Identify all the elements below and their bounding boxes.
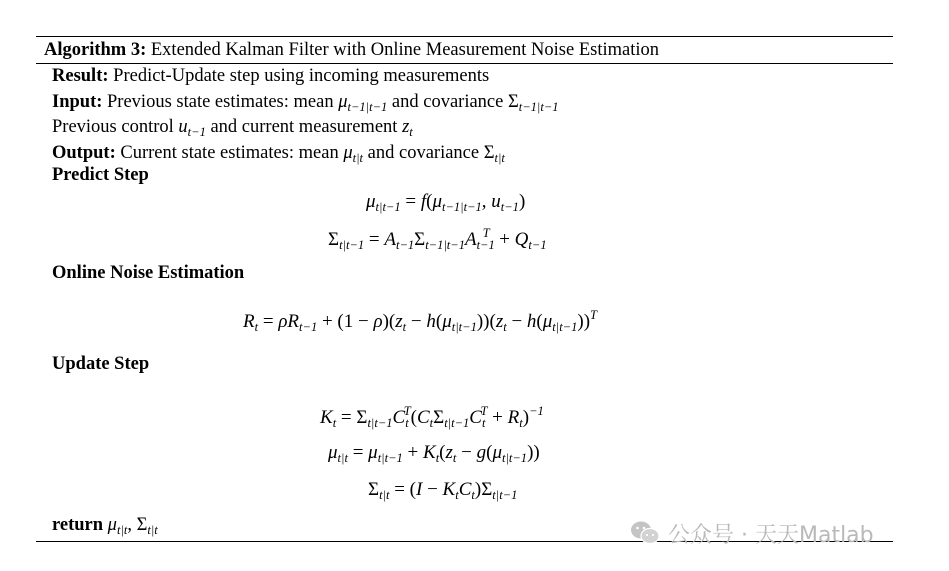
math-sigma-prev: $\Sigma_{t-1|t-1}$ xyxy=(507,91,559,114)
wechat-icon xyxy=(630,520,660,546)
algorithm-label: Algorithm 3: xyxy=(44,40,147,60)
math-u-prev: $u_{t-1}$ xyxy=(178,117,206,139)
input-line-2 xyxy=(52,115,893,141)
equation-kalman-gain: $K_t = \Sigma_{t|t-1}C_t^T(C_t\Sigma_{t|t-1}C_t^T + R_t)^{-1}$ xyxy=(320,404,544,430)
predict-step-heading: Predict Step xyxy=(52,165,149,185)
algorithm-header-lines xyxy=(36,64,893,166)
input-text-4: and current measurement xyxy=(205,117,403,137)
algorithm-title xyxy=(36,37,893,63)
equation-update-covariance: $\Sigma_{t|t} = (I - K_tC_t)\Sigma_{t|t-1}$ xyxy=(368,479,518,502)
watermark-text: 公众号 · 天天Matlab xyxy=(668,522,874,548)
update-step-heading: Update Step xyxy=(52,354,150,374)
input-line xyxy=(52,90,893,116)
input-text-3: Previous control xyxy=(52,117,179,137)
math-mu-prev: $\mu_{t-1|t-1}$ xyxy=(338,91,388,114)
output-label: Output: xyxy=(52,142,116,163)
math-z-t: $z_t$ xyxy=(402,117,413,139)
algorithm-title-text: Extended Kalman Filter with Online Measurement Noise Estimation xyxy=(150,40,660,60)
output-line xyxy=(52,141,893,167)
result-line xyxy=(52,64,893,90)
input-text-2: and covariance xyxy=(387,91,508,112)
equation-noise-estimate: $R_t = \rho R_{t-1} + (1 - \rho)(z_t - h(\mu_{t|t-1}))(z_t - h(\mu_{t|t-1}))^T$ xyxy=(243,308,597,334)
return-line: return $\mu_{t|t}$, $\Sigma_{t|t}$ xyxy=(52,515,158,537)
equation-predict-mean: $\mu_{t|t-1} = f(\mu_{t-1|t-1}$, $u_{t-1}$) xyxy=(366,191,526,214)
equation-update-mean: $\mu_{t|t} = \mu_{t|t-1} + K_t(z_t - g(\mu_{t|t-1}))$ xyxy=(328,442,540,465)
input-label: Input: xyxy=(52,91,103,112)
watermark xyxy=(630,518,874,548)
result-text: Predict-Update step using incoming measurements xyxy=(113,66,490,86)
result-label: Result: xyxy=(52,66,109,86)
math-sigma-tt: $\Sigma_{t|t}$ xyxy=(483,142,505,165)
input-text-1: Previous state estimates: mean xyxy=(107,91,339,112)
algorithm-box xyxy=(36,36,893,166)
output-text-1: Current state estimates: mean xyxy=(120,142,344,163)
return-keyword: return xyxy=(52,515,104,535)
math-mu-tt: $\mu_{t|t}$ xyxy=(343,142,364,165)
equation-predict-covariance: $\Sigma_{t|t-1} = A_{t-1}\Sigma_{t-1|t-1}A_{t-1}^T + Q_{t-1}$ xyxy=(328,226,547,252)
output-text-2: and covariance xyxy=(363,142,484,163)
noise-estimation-heading: Online Noise Estimation xyxy=(52,263,245,283)
